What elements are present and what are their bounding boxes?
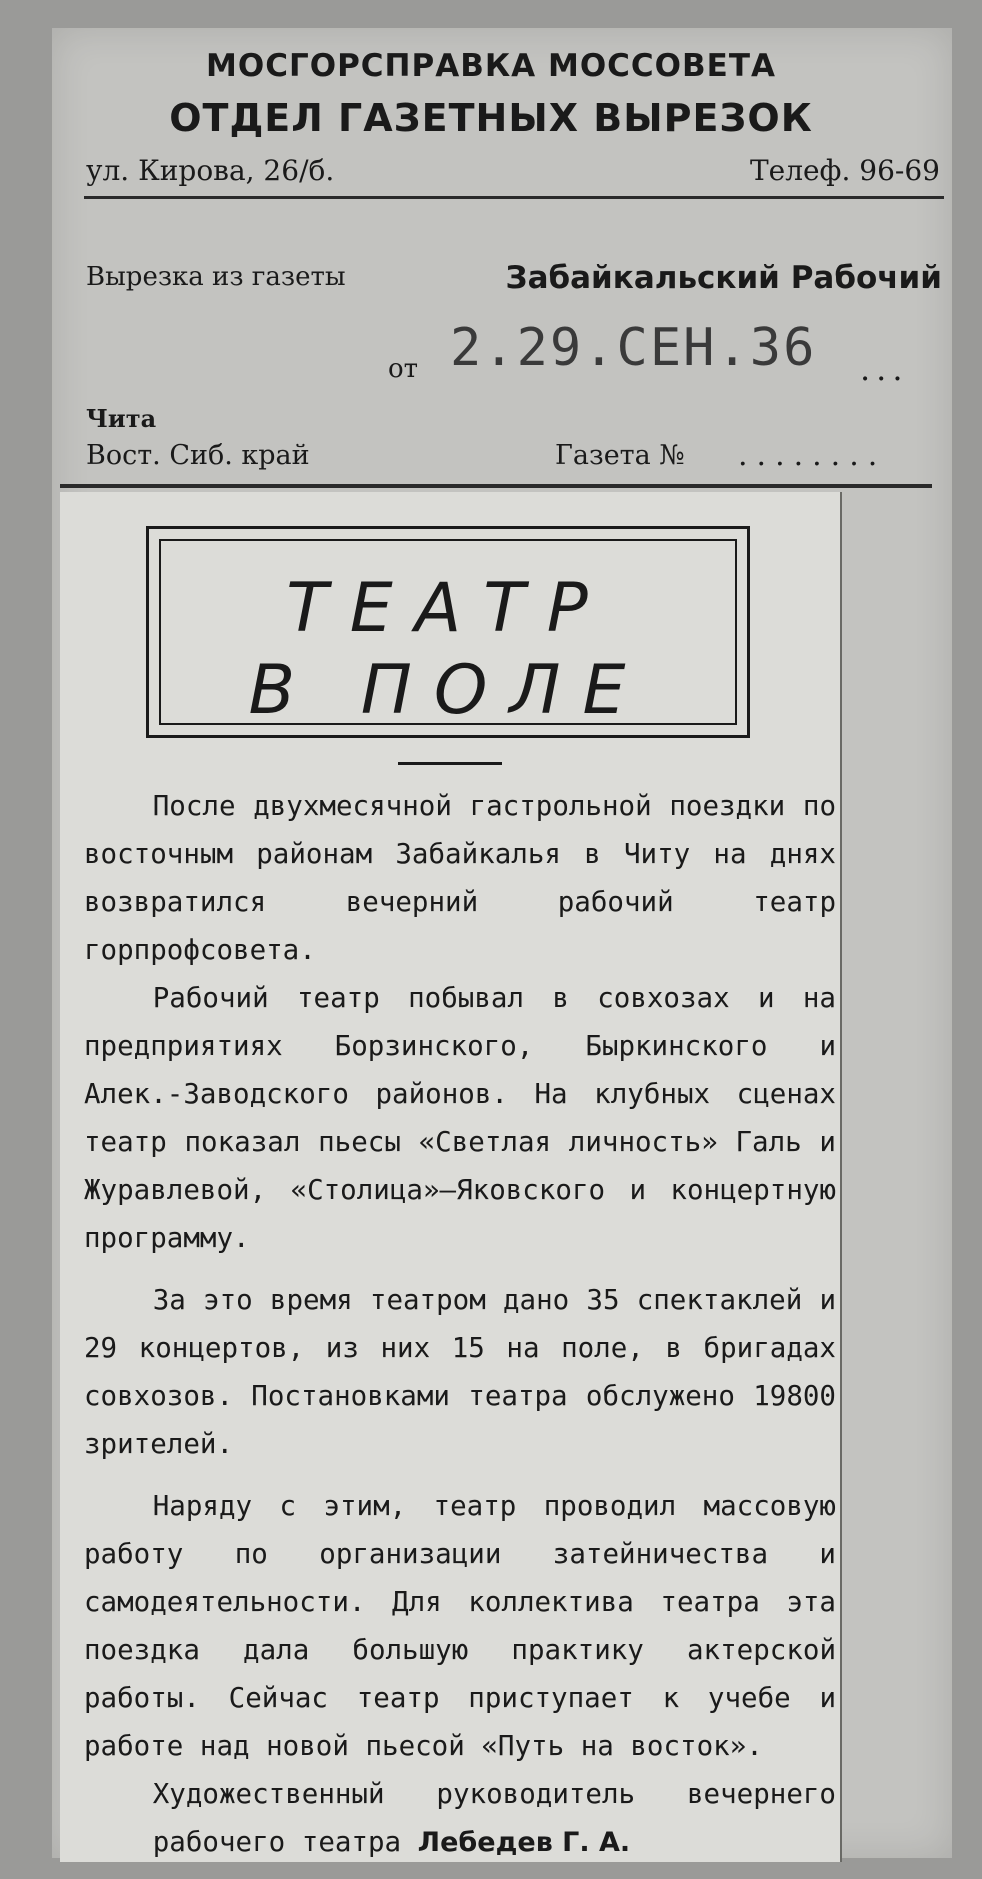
date-dots: ... xyxy=(860,350,909,388)
clipping-form-header xyxy=(0,0,982,500)
clip-source-label: Вырезка из газеты xyxy=(86,262,346,292)
headline-line-1: ТЕАТР xyxy=(286,569,610,648)
headline-frame xyxy=(146,526,750,738)
article-paragraph: Рабочий театр побывал в совхозах и на предприятиях Борзинского, Быркинского и Алек.-Заводского районов. На клубных сценах театр показал пьесы «Светлая личность» Галь и Журавлевой, «Столица»—Яковского и концертную программу. xyxy=(84,982,836,1254)
article-paragraph: Наряду с этим, театр проводил массовую работу по организации затейничества и самодеятельности. Для коллектива театра эта поездка дала большую практику актерской работы. Сейчас театр приступает к учебе и работе над новой пьесой «Путь на восток». xyxy=(84,1490,836,1762)
headline-line-2: В ПОЛЕ xyxy=(248,651,648,730)
agency-name: МОСГОРСПРАВКА МОССОВЕТА xyxy=(206,48,776,84)
date-stamp: 2.29.СЕН.36 xyxy=(450,318,817,378)
newspaper-clipping xyxy=(60,492,842,1862)
article-paragraph: После двухмесячной гастрольной поездки по восточным районам Забайкалья в Читу на днях возвратился вечерний рабочий театр горпрофсовета. xyxy=(84,790,836,966)
article-body xyxy=(84,782,836,1867)
signature-title: Художественный руководитель вечернего рабочего театра xyxy=(152,1778,836,1858)
headline-underline xyxy=(398,762,502,765)
city-name: Чита xyxy=(86,404,157,433)
signature-name: Лебедев Г. А. xyxy=(417,1827,631,1858)
issue-number-dots: ........ xyxy=(738,438,887,473)
article-signature xyxy=(84,1770,836,1867)
region-name: Вост. Сиб. край xyxy=(86,440,310,471)
header-divider xyxy=(84,196,944,199)
issue-number-label: Газета № xyxy=(555,440,685,471)
newspaper-name: Забайкальский Рабочий xyxy=(505,260,942,296)
form-bottom-divider xyxy=(60,484,932,488)
agency-phone: Телеф. 96-69 xyxy=(749,154,940,187)
department-name: ОТДЕЛ ГАЗЕТНЫХ ВЫРЕЗОК xyxy=(169,96,813,140)
date-prefix: от xyxy=(388,354,419,384)
headline-inner-frame xyxy=(159,539,737,730)
article-paragraph: За это время театром дано 35 спектаклей и 29 концертов, из них 15 на поле, в бригадах совхозов. Постановками театра обслужено 19800 зрителей. xyxy=(84,1284,836,1460)
agency-address: ул. Кирова, 26/б. xyxy=(86,154,335,187)
